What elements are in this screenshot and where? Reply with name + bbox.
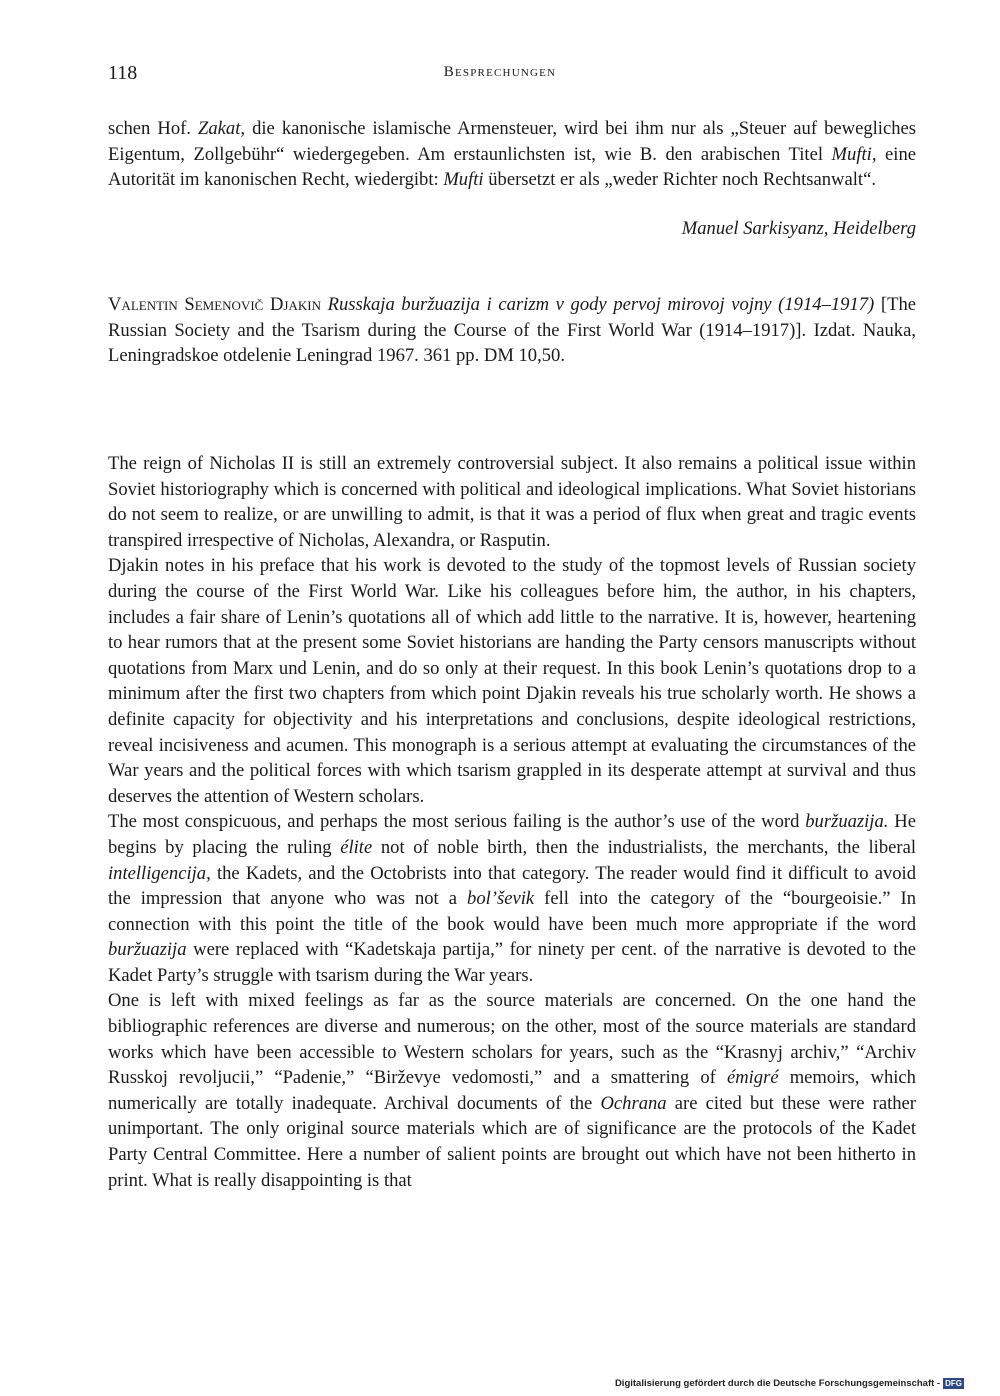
text-run: fell into the category of the “bourgeoisie.” In connection with this point the title of the book would have been much more appropriate if the word <box>108 888 916 935</box>
text-run: memoirs, which numerically are totally inadequate. Archival documents of the <box>108 1067 916 1114</box>
page-number: 118 <box>108 62 138 84</box>
paragraph <box>108 809 916 988</box>
term: Mufti, <box>831 143 877 165</box>
dfg-logo: DFG <box>945 1379 962 1388</box>
paragraph: Djakin notes in his preface that his work is devoted to the study of the topmost levels of Russian society during the course of the First World War. Like his colleagues before him, the author, in his chapters, includes a fair share of Lenin’s quotations all of which add little to the narrative. It is, however, heartening to hear rumors that at the present some Soviet historians are handing the Party censors manuscripts without quotations from Marx und Lenin, and do so only at their request. In this book Lenin’s quotations drop to a minimum after the first two chapters from which point Djakin reveals his true scholarly worth. He shows a definite capacity for objectivity and his interpretations and conclusions, despite ideological restrictions, reveal incisiveness and acumen. This monograph is a serious attempt at evaluating the circumstances of the War years and the political forces with which tsarism grappled in its desperate attempt at survival and thus deserves the attention of Western scholars. <box>108 555 916 807</box>
text-run: eine Autorität im kanonischen Recht, wiedergibt: <box>108 143 916 191</box>
term: Mufti <box>443 169 484 191</box>
book-citation <box>108 292 916 369</box>
book-title: Russkaja buržuazija i carizm v gody pervoj mirovoj vojny (1914–1917) <box>327 294 875 315</box>
text-run: The most conspicuous, and perhaps the most serious failing is the author’s use of the word <box>108 811 806 833</box>
book-details: [The Russian Society and the Tsarism during the Course of the First World War (1914–1917)]. Izdat. Nauka, Leningradskoe otdelenie Leningrad 1967. 361 pp. DM 10,50. <box>108 294 917 367</box>
term: intelligencija, <box>108 862 211 884</box>
text-run: schen Hof. <box>108 118 199 139</box>
term: Ochrana <box>600 1092 667 1114</box>
review-body <box>108 451 916 1193</box>
text-run: not of noble birth, then the industrialists, the merchants, the liberal <box>372 836 916 858</box>
paragraph: The reign of Nicholas II is still an extremely controversial subject. It also remains a political issue within Soviet historiography which is concerned with political and ideological implications. What Soviet historians do not seem to realize, or are unwilling to admit, is that it was a period of flux when great and tragic events transpired irrespective of Nicholas, Alexandra, or Rasputin. <box>108 453 916 551</box>
term: buržuazija <box>108 939 187 961</box>
paragraph <box>108 116 916 193</box>
text-run: are cited but these were rather unimportant. The only original source materials which are of significance are the protocols of the Kadet Party Central Committee. Here a number of salient points are brought out which have not been hitherto in print. What is really disappointing is that <box>108 1092 916 1191</box>
text-run: die kanonische islamische Armensteuer, wird bei ihm nur als „Steuer auf bewegliches Eigentum, Zollgebühr“ wiedergegeben. Am erstaunlichsten ist, wie B. den arabischen Titel <box>108 118 916 165</box>
term: buržuazija. <box>805 811 889 833</box>
text-run: übersetzt er als „weder Richter noch Rechtsanwalt“. <box>483 169 876 191</box>
text-run: He begins by placing the ruling <box>108 811 916 858</box>
paragraph <box>108 988 916 1193</box>
term: élite <box>340 836 373 858</box>
book-author: Valentin Semenovič Djakin <box>108 294 321 315</box>
reviewer-signature: Manuel Sarkisyanz, Heidelberg <box>681 218 916 239</box>
text-run: were replaced with “Kadetskaja partija,” for ninety per cent. of the narrative is devoted to the Kadet Party’s struggle with tsarism during the War years. <box>108 939 916 986</box>
running-head: Besprechungen <box>443 64 557 80</box>
previous-review-conclusion <box>108 116 916 193</box>
text-run: the Kadets, and the Octobrists into that category. The reader would find it difficult to avoid the impression that anyone who was not a <box>108 862 916 910</box>
digitization-note: Digitalisierung gefördert durch die Deutsche Forschungsgemeinschaft - <box>614 1378 941 1389</box>
text-run: One is left with mixed feelings as far as the source materials are concerned. On the one hand the bibliographic references are diverse and numerous; on the other, most of the source materials are standard works which have been accessible to Western scholars for years, such as the “Krasnyj archiv,” “Archiv Russkoj revoljucii,” “Padenie,” “Birževye vedomosti,” and a smattering of <box>108 990 916 1089</box>
term: Zakat, <box>198 118 246 139</box>
term: émigré <box>726 1067 779 1089</box>
term: bol’ševik <box>467 888 535 910</box>
digitization-footer <box>615 1378 964 1389</box>
